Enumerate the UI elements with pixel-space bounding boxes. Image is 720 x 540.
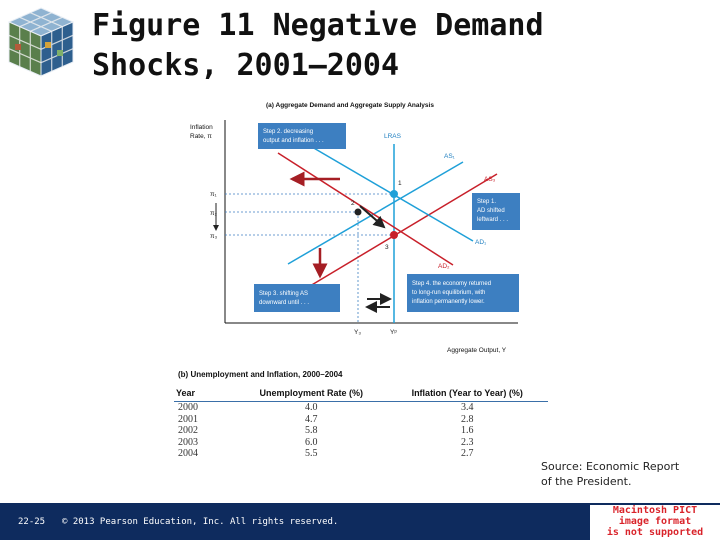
cell-inflation: 3.4 xyxy=(461,402,474,413)
puzzle-cube-icon xyxy=(5,4,77,80)
table-caption: (b) Unemployment and Inflation, 2000–2004 xyxy=(178,370,343,379)
pict-line-2: image format xyxy=(618,516,692,527)
pict-line-3: is not supported xyxy=(606,527,704,538)
data-table-section xyxy=(174,370,554,460)
panel-a-title: (a) Aggregate Demand and Aggregate Supply Analysis xyxy=(266,102,434,109)
step-3-line-2: downward until . . . xyxy=(259,300,310,306)
data-table xyxy=(174,385,548,460)
as3-label: AS₃ xyxy=(484,176,496,183)
y-axis-label-1: Inflation xyxy=(190,124,213,131)
title-line-2: Shocks, 2001–2004 xyxy=(92,48,400,83)
x-axis-label: Aggregate Output, Y xyxy=(447,347,507,354)
yp-label: Yᵖ xyxy=(390,329,397,336)
table-row xyxy=(174,425,548,437)
cell-year: 2003 xyxy=(178,436,198,448)
pict-placeholder xyxy=(590,505,720,540)
pict-line-1: Macintosh PICT xyxy=(612,505,698,516)
table-row xyxy=(174,402,548,414)
point-2-label: 2 xyxy=(351,200,355,207)
step-1-line-1: Step 1. xyxy=(477,199,497,205)
step-4-line-3: inflation permanently lower. xyxy=(412,299,485,305)
point-2 xyxy=(355,209,362,216)
cell-unemployment: 4.0 xyxy=(305,402,318,413)
step-1-line-3: leftward . . . xyxy=(477,217,509,223)
table-header-row xyxy=(174,385,548,402)
header-unemployment: Unemployment Rate (%) xyxy=(236,385,387,402)
pi2-label: π₂ xyxy=(210,210,218,217)
title-line-1: Figure 11 Negative Demand xyxy=(92,8,544,43)
cell-year: 2000 xyxy=(178,402,198,413)
source-note xyxy=(541,459,679,489)
step-1-box xyxy=(472,193,520,230)
cell-inflation: 2.7 xyxy=(461,448,474,459)
table-row xyxy=(174,414,548,426)
source-line-1: Source: Economic Report xyxy=(541,460,680,473)
copyright-text: © 2013 Pearson Education, Inc. All rights reserved. xyxy=(62,517,339,527)
cell-inflation: 2.3 xyxy=(461,436,474,448)
y-axis-label-2: Rate, π xyxy=(190,133,212,140)
cell-unemployment: 6.0 xyxy=(305,436,318,448)
ad1-label: AD₁ xyxy=(475,239,487,246)
header-year: Year xyxy=(174,385,236,402)
lras-label: LRAS xyxy=(384,133,401,140)
point-3-label: 3 xyxy=(385,244,389,251)
cell-year: 2002 xyxy=(178,425,198,436)
source-line-2: of the President. xyxy=(541,475,632,488)
step-2-line-2: output and inflation . . . xyxy=(263,138,324,144)
ad-as-diagram xyxy=(180,98,525,360)
as1-label: AS₁ xyxy=(444,153,455,160)
cell-year: 2004 xyxy=(178,448,198,459)
as1-curve xyxy=(288,162,463,264)
cell-unemployment: 4.7 xyxy=(305,413,318,425)
slide-number: 22-25 xyxy=(18,517,46,527)
cell-unemployment: 5.8 xyxy=(305,425,318,436)
ad2-label: AD₂ xyxy=(438,263,450,270)
y3-label: Y₃ xyxy=(354,329,361,336)
pi1-label: π₁ xyxy=(210,191,217,198)
point-1 xyxy=(390,190,398,198)
step-3-box xyxy=(254,284,340,312)
table-row xyxy=(174,448,548,460)
point-1-label: 1 xyxy=(398,180,402,187)
cell-unemployment: 5.5 xyxy=(305,448,318,459)
slide-title xyxy=(92,6,544,86)
step-4-line-1: Step 4. the economy returned xyxy=(412,281,492,287)
step-2-line-1: Step 2. decreasing xyxy=(263,129,314,135)
cell-year: 2001 xyxy=(178,413,198,425)
step-4-box xyxy=(407,274,519,312)
step-3-line-1: Step 3. shifting AS xyxy=(259,291,309,297)
ad2-curve xyxy=(278,153,453,265)
path-2-3-arrow xyxy=(360,206,384,227)
cell-inflation: 1.6 xyxy=(461,425,474,436)
cell-inflation: 2.8 xyxy=(461,413,474,425)
step-4-line-2: to long-run equilibrium, with xyxy=(412,290,486,296)
step-1-line-2: AD shifted xyxy=(477,208,505,214)
pi3-label: π₃ xyxy=(210,233,218,240)
point-3 xyxy=(390,231,398,239)
step-2-box xyxy=(258,123,346,149)
header-inflation: Inflation (Year to Year) (%) xyxy=(387,385,549,402)
table-row xyxy=(174,437,548,449)
